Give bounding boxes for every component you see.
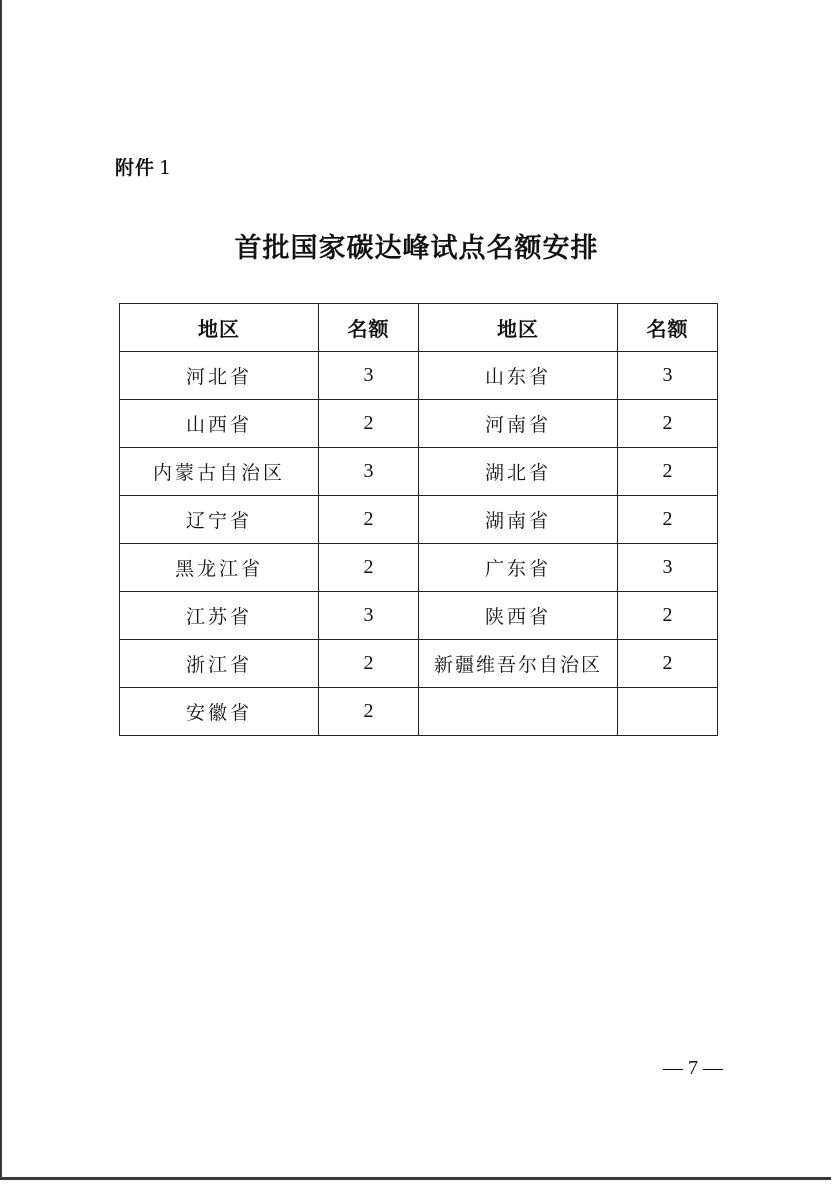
quota-cell-empty bbox=[618, 688, 718, 736]
quota-cell: 3 bbox=[319, 592, 419, 640]
table-row bbox=[120, 400, 718, 448]
quota-cell: 2 bbox=[319, 640, 419, 688]
attachment-number: 1 bbox=[159, 157, 173, 179]
region-cell: 内蒙古自治区 bbox=[120, 448, 319, 496]
attachment-label bbox=[115, 153, 172, 180]
quota-cell: 2 bbox=[618, 496, 718, 544]
quota-cell: 2 bbox=[618, 448, 718, 496]
table-row bbox=[120, 640, 718, 688]
quota-cell: 2 bbox=[618, 640, 718, 688]
region-cell: 辽宁省 bbox=[120, 496, 319, 544]
quota-table bbox=[119, 303, 718, 736]
region-cell: 安徽省 bbox=[120, 688, 319, 736]
header-quota: 名额 bbox=[319, 304, 419, 352]
region-cell: 河南省 bbox=[419, 400, 618, 448]
region-cell: 浙江省 bbox=[120, 640, 319, 688]
quota-cell: 2 bbox=[319, 496, 419, 544]
region-cell: 河北省 bbox=[120, 352, 319, 400]
table-row bbox=[120, 688, 718, 736]
region-cell: 江苏省 bbox=[120, 592, 319, 640]
table-header-row bbox=[120, 304, 718, 352]
quota-cell: 2 bbox=[618, 592, 718, 640]
region-cell: 黑龙江省 bbox=[120, 544, 319, 592]
region-cell: 广东省 bbox=[419, 544, 618, 592]
quota-cell: 2 bbox=[319, 688, 419, 736]
header-quota: 名额 bbox=[618, 304, 718, 352]
table-row bbox=[120, 496, 718, 544]
quota-cell: 2 bbox=[618, 400, 718, 448]
region-cell: 山西省 bbox=[120, 400, 319, 448]
quota-cell: 3 bbox=[618, 544, 718, 592]
quota-cell: 3 bbox=[319, 448, 419, 496]
table-row bbox=[120, 448, 718, 496]
region-cell: 陕西省 bbox=[419, 592, 618, 640]
region-cell-empty bbox=[419, 688, 618, 736]
region-cell: 山东省 bbox=[419, 352, 618, 400]
quota-cell: 3 bbox=[618, 352, 718, 400]
document-title: 首批国家碳达峰试点名额安排 bbox=[234, 233, 599, 264]
quota-cell: 3 bbox=[319, 352, 419, 400]
quota-cell: 2 bbox=[319, 544, 419, 592]
table-row bbox=[120, 352, 718, 400]
attachment-text: 附件 bbox=[115, 157, 156, 179]
region-cell: 湖北省 bbox=[419, 448, 618, 496]
table-row bbox=[120, 592, 718, 640]
header-region: 地区 bbox=[419, 304, 618, 352]
header-region: 地区 bbox=[120, 304, 319, 352]
table-row bbox=[120, 544, 718, 592]
quota-cell: 2 bbox=[319, 400, 419, 448]
page-number: — 7 — bbox=[663, 1057, 723, 1079]
region-cell: 湖南省 bbox=[419, 496, 618, 544]
region-cell: 新疆维吾尔自治区 bbox=[419, 640, 618, 688]
